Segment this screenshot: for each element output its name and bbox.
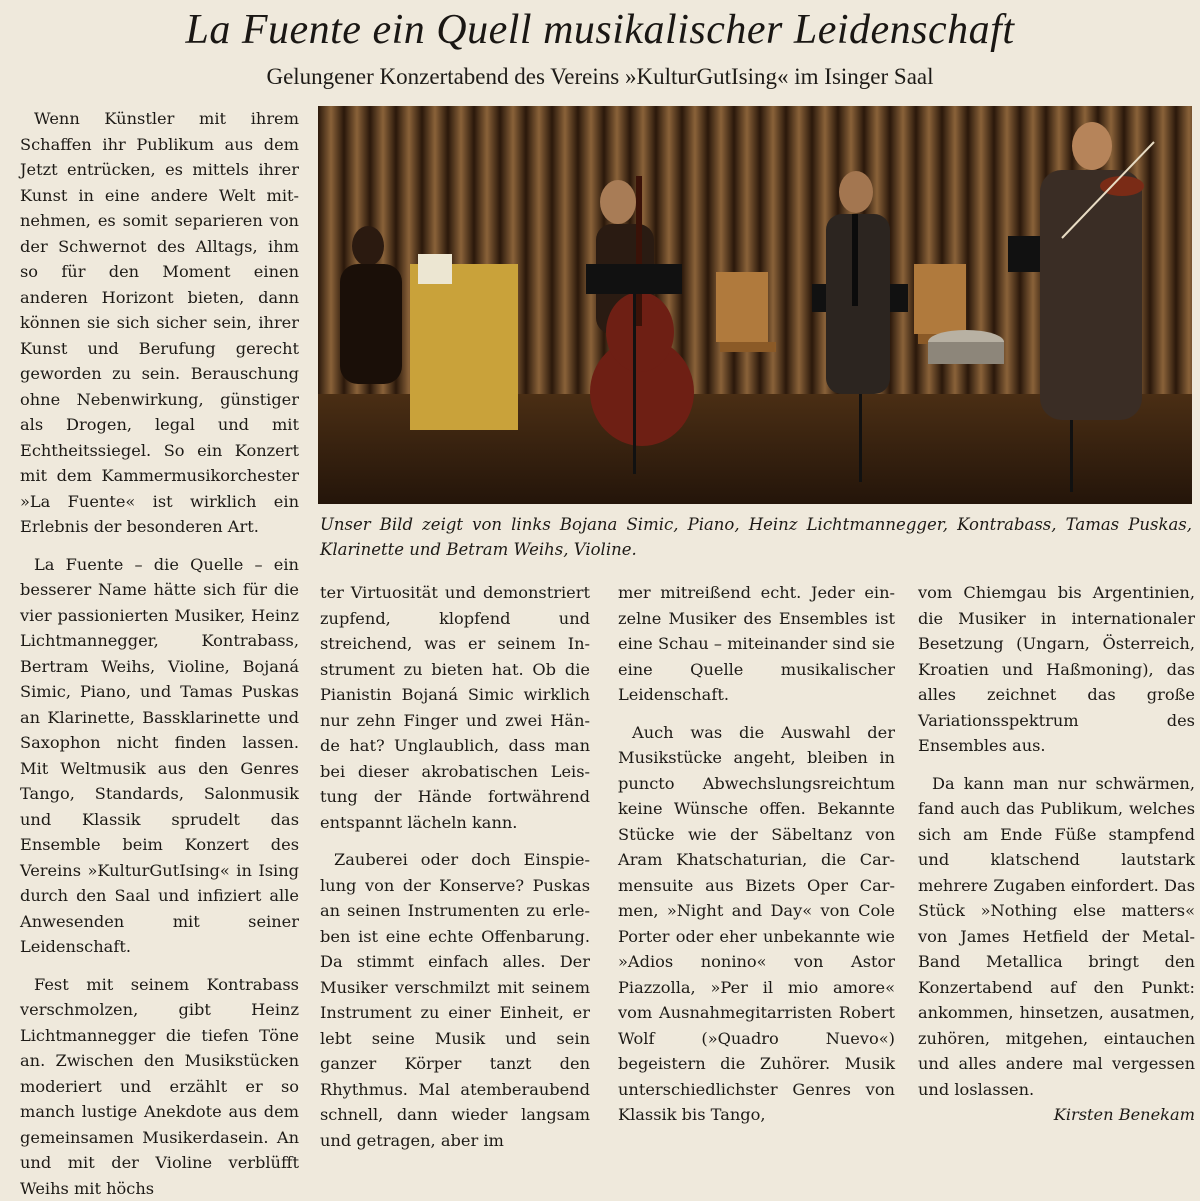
paragraph: Auch was die Auswahl der Musikstücke angeht, bleiben in puncto Abwechslungsreichtum keine Wünsche offen. Bekannte Stücke wie der Säbeltanz von Aram Khatschaturian, die Carmensuite aus Bizets Oper Carmen, »Night and Day« von Cole Porter oder eher unbekannte wie »Adios nonino« von Astor Piazzolla, »Per il mio amore« vom Ausnahmegitarristen Robert Wolf (»Quadro Nuevo«) begeistern die Zuhörer. Musik unterschiedlichster Genres von Klassik bis Tango, — [618, 720, 895, 1128]
photo-caption: Unser Bild zeigt von links Bojana Simic, Piano, Heinz Lichtmannegger, Kontrabass, Tamas Puskas, Klarinette und Betram Weihs, Violine. — [320, 512, 1192, 562]
paragraph: Zauberei oder doch Einspielung von der Konserve? Puskas an seinen Instrumenten zu erleben ist eine echte Offenbarung. Da stimmt einfach alles. Der Musiker verschmilzt mit seinem Instrument zu einer Einheit, er lebt seine Musik und sein ganzer Körper tanzt den Rhythmus. Mal atemberaubend schnell, dann wieder langsam und getragen, aber im — [320, 847, 590, 1153]
paragraph: vom Chiemgau bis Argentinien, die Musiker in internationaler Besetzung (Ungarn, Österreich, Kroatien und Haßmoning), das alles zeichnet das große Variationsspektrum des Ensembles aus. — [918, 580, 1195, 759]
headline: La Fuente ein Quell musikalischer Leidenschaft — [0, 4, 1200, 56]
music-stand — [586, 264, 682, 294]
article-column-3 — [618, 580, 895, 1128]
author-byline: Kirsten Benekam — [918, 1102, 1195, 1128]
paragraph: Wenn Künstler mit ihrem Schaffen ihr Publikum aus dem Jetzt entrücken, es mittels ihrer Kunst in eine andere Welt mitnehmen, es somit separieren von der Schwernot des Alltags, ihm so für den Moment einen anderen Horizont bieten, dann können sie sich sicher sein, ihrer Kunst und Berufung gerecht geworden zu sein. Berauschung ohne Nebenwirkung, günstiger als Drogen, legal und mit Echtheitssiegel. So ein Konzert mit dem Kammermusikorchester »La Fuente« ist wirklich ein Erlebnis der besonderen Art. — [20, 106, 299, 540]
clarinetist — [839, 171, 873, 213]
article-column-1 — [20, 106, 299, 1201]
paragraph: ter Virtuosität und demonstriert zupfend, klopfend und streichend, was er seinem Instrument zu bieten hat. Ob die Pianistin Bojaná Simic wirklich nur zehn Finger und zwei Hände hat? Unglaublich, dass man bei dieser akrobatischen Leistung der Hände fortwährend entspannt lächeln kann. — [320, 580, 590, 835]
concert-photo-illustration — [318, 106, 1192, 504]
paragraph: Fest mit seinem Kontrabass verschmolzen, gibt Heinz Lichtmannegger die tiefen Töne an. Zwischen den Musikstücken moderiert und erzählt er so manch lustige Anekdote aus dem gemeinsamen Musikerdasein. An und mit der Violine verblüfft Weihs mit höchs — [20, 972, 299, 1201]
paragraph: mer mitreißend echt. Jeder einzelne Musiker des Ensembles ist eine Schau – miteinander sind sie eine Quelle musikalischer Leidenschaft. — [618, 580, 895, 708]
piano — [410, 264, 518, 430]
pianist — [352, 226, 384, 266]
paragraph: La Fuente – die Quelle – ein besserer Name hätte sich für die vier passionierten Musiker, Heinz Lichtmannegger, Kontrabass, Bertram Weihs, Violine, Bojaná Simic, Piano, und Tamas Puskas an Klarinette, Bassklarinette und Saxophon nicht finden lassen. Mit Weltmusik aus den Genres Tango, Standards, Salonmusik und Klassik sprudelt das Ensemble beim Konzert des Vereins »KulturGutIsing« in Ising durch den Saal und infiziert alle Anwesenden mit seiner Leidenschaft. — [20, 552, 299, 960]
bassist — [600, 180, 636, 224]
chair — [716, 272, 768, 342]
concert-photo — [318, 106, 1192, 504]
subheadline: Gelungener Konzertabend des Vereins »KulturGutIsing« im Isinger Saal — [0, 62, 1200, 92]
chair — [914, 264, 966, 334]
article-column-2 — [320, 580, 590, 1153]
article-column-4 — [918, 580, 1195, 1128]
paragraph: Da kann man nur schwärmen, fand auch das Publikum, welches sich am Ende Füße stampfend und klatschend lautstark mehrere Zugaben einfordert. Das Stück »Nothing else matters« von James Hetfield der Metal-Band Metallica bringt den Konzertabend auf den Punkt: ankommen, hinsetzen, ausatmen, zuhören, mitgehen, eintauchen und alles andere mal vergessen und loslassen. — [918, 771, 1195, 1103]
violinist — [1072, 122, 1112, 170]
violin — [1100, 176, 1144, 196]
